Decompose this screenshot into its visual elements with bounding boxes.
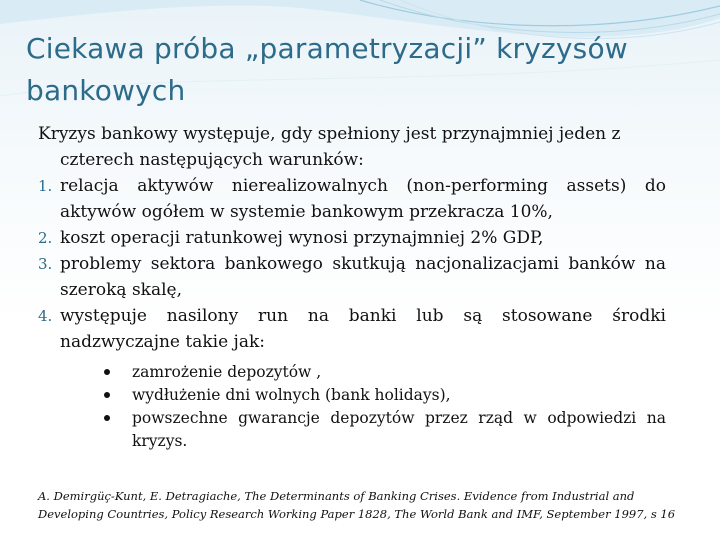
measure-item	[104, 407, 666, 453]
list-number: 1.	[38, 177, 53, 195]
measure-text: zamrożenie depozytów ,	[132, 363, 322, 381]
bullet-icon	[104, 369, 110, 375]
measure-item	[104, 384, 666, 407]
bullet-icon	[104, 415, 110, 421]
measure-text: wydłużenie dni wolnych (bank holidays),	[132, 386, 451, 404]
bullet-icon	[104, 392, 110, 398]
source-citation: A. Demirgüç-Kunt, E. Detragiache, The Determinants of Banking Crises. Evidence from Industrial and Developing Countries, Policy Research Working Paper 1828, The World Bank and IMF, September 1997, s 16	[38, 489, 676, 521]
condition-item	[38, 173, 666, 225]
condition-item	[38, 303, 666, 355]
condition-item	[38, 225, 666, 251]
intro-paragraph: Kryzys bankowy występuje, gdy spełniony jest przynajmniej jeden z czterech następujących warunków:	[38, 124, 621, 170]
condition-item	[38, 251, 666, 303]
list-number: 2.	[38, 229, 53, 247]
measure-item	[104, 361, 666, 384]
conditions-list	[38, 173, 666, 355]
list-number: 4.	[38, 307, 53, 325]
condition-text: koszt operacji ratunkowej wynosi przynajmniej 2% GDP,	[60, 228, 544, 248]
condition-text: występuje nasilony run na banki lub są stosowane środki nadzwyczajne takie jak:	[60, 306, 666, 352]
condition-text: relacja aktywów nierealizowalnych (non-performing assets) do aktywów ogółem w systemie bankowym przekracza 10%,	[60, 176, 666, 222]
slide-title: Ciekawa próba „parametryzacji” kryzysów bankowych	[26, 32, 628, 107]
slide-body	[38, 121, 666, 453]
measure-text: powszechne gwarancje depozytów przez rząd w odpowiedzi na kryzys.	[132, 409, 666, 450]
condition-text: problemy sektora bankowego skutkują nacjonalizacjami banków na szeroką skalę,	[60, 254, 666, 300]
list-number: 3.	[38, 255, 53, 273]
measures-list	[38, 361, 666, 453]
